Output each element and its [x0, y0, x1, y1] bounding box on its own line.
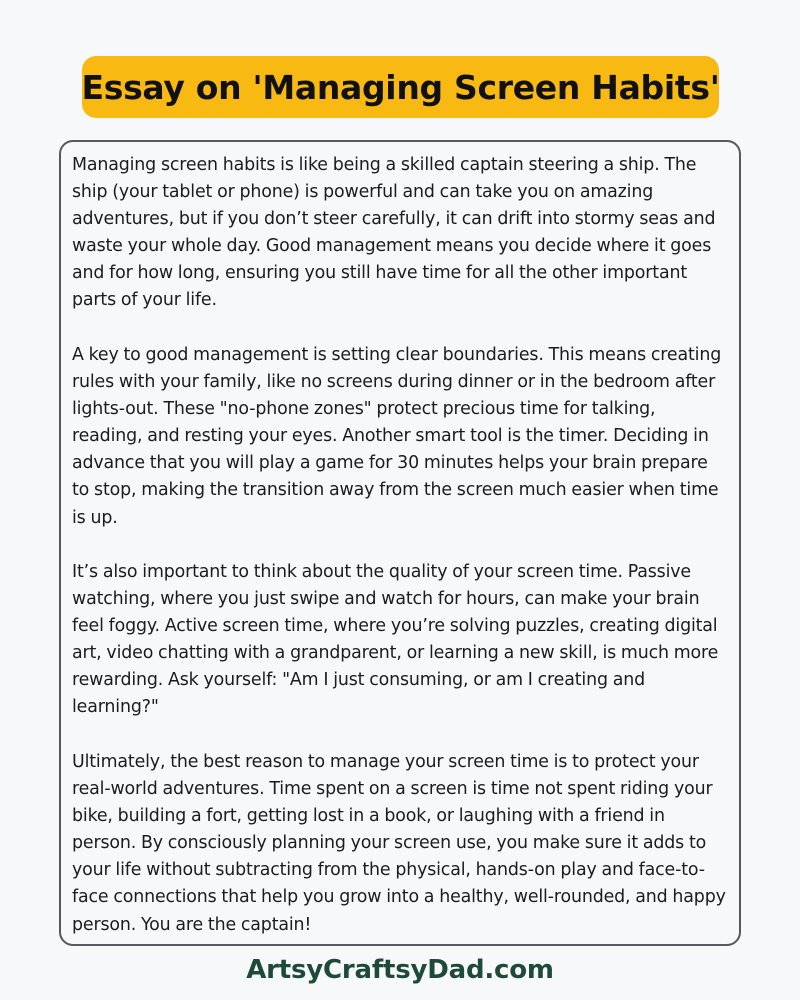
essay-paragraph-1: Managing screen habits is like being a skilled captain steering a ship. The ship (your tablet or phone) is powerful and can take you on amazing adventures, but if you don’t steer carefully, it can drift into stormy seas and waste your whole day. Good management means you decide where it goes and for how long, ensuring you still have time for all the other important parts of your life.: [72, 155, 716, 311]
essay-paragraph-3: It’s also important to think about the quality of your screen time. Passive watching, where you just swipe and watch for hours, can make your brain feel foggy. Active screen time, where you’re solving puzzles, creating digital art, video chatting with a grandparent, or learning a new skill, is much more rewarding. Ask yourself: "Am I just consuming, or am I creating and learning?": [72, 562, 719, 718]
essay-paragraph-2: A key to good management is setting clear boundaries. This means creating rules with your family, like no screens during dinner or in the bedroom after lights-out. These "no-phone zones" protect precious time for talking, reading, and resting your eyes. Another smart tool is the timer. Deciding in advance that you will play a game for 30 minutes helps your brain prepare to stop, making the transition away from the screen much easier when time is up.: [72, 344, 722, 528]
page-title: Essay on 'Managing Screen Habits': [81, 67, 720, 107]
essay-box: [59, 140, 741, 946]
footer-site-name: ArtsyCraftsyDad.com: [246, 955, 554, 985]
essay-paragraph-4: Ultimately, the best reason to manage your screen time is to protect your real-world adventures. Time spent on a screen is time not spent riding your bike, building a fort, getting lost in a book, or laughing with a friend in person. By consciously planning your screen use, you make sure it adds to your life without subtracting from the physical, hands-on play and face-to-face connections that help you grow into a healthy, well-rounded, and happy person. You are the captain!: [72, 751, 726, 935]
title-banner: [82, 56, 719, 118]
